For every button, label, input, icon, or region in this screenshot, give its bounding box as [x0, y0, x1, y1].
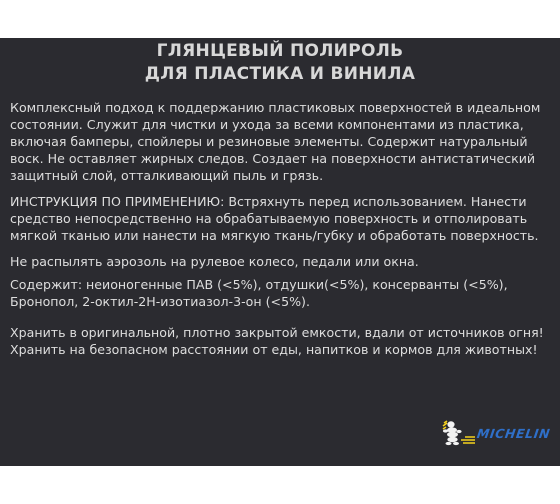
description-line: Комплексный подход к поддержанию пластиковых поверхностей в идеальном	[10, 100, 541, 115]
description-paragraph	[10, 99, 550, 184]
brand-name: MICHELIN	[475, 425, 552, 441]
product-label-panel	[0, 38, 560, 466]
description-line: включая бамперы, спойлеры и резиновые элементы. Содержит натуральный	[10, 134, 528, 149]
description-line: состоянии. Служит для чистки и ухода за всеми компонентами из пластика,	[10, 117, 524, 132]
instructions-line: средство непосредственно на обрабатываемую поверхность и отполировать	[10, 211, 528, 226]
storage-line: Хранить в оригинальной, плотно закрытой емкости, вдали от источников огня!	[10, 325, 544, 340]
title-line-1: ГЛЯНЦЕВЫЙ ПОЛИРОЛЬ	[156, 41, 404, 61]
warning-line: Не распылять аэрозоль на рулевое колесо, педали или окна.	[10, 254, 419, 269]
page-title	[10, 40, 550, 86]
warning-paragraph	[10, 253, 550, 270]
instructions-paragraph	[10, 193, 550, 244]
storage-paragraph	[10, 324, 550, 358]
brand-logo	[442, 420, 550, 446]
storage-line: Хранить на безопасном расстоянии от еды, напитков и кормов для животных!	[10, 342, 538, 357]
composition-line: Содержит: неионогенные ПАВ (<5%), отдушки(<5%), консерванты (<5%),	[10, 277, 508, 292]
composition-line: Бронопол, 2-октил-2Н-изотиазол-3-он (<5%).	[10, 294, 310, 309]
instructions-line: мягкой тканью или нанести на мягкую ткань/губку и обработать поверхность.	[10, 228, 539, 243]
instructions-line: ИНСТРУКЦИЯ ПО ПРИМЕНЕНИЮ: Встряхнуть перед использованием. Нанести	[10, 194, 527, 209]
bibendum-icon	[442, 420, 476, 446]
description-line: воск. Не оставляет жирных следов. Создает на поверхности антистатический	[10, 151, 536, 166]
title-line-2: ДЛЯ ПЛАСТИКА И ВИНИЛА	[144, 64, 416, 84]
description-line: защитный слой, отталкивающий пыль и грязь.	[10, 168, 324, 183]
composition-paragraph	[10, 276, 550, 310]
